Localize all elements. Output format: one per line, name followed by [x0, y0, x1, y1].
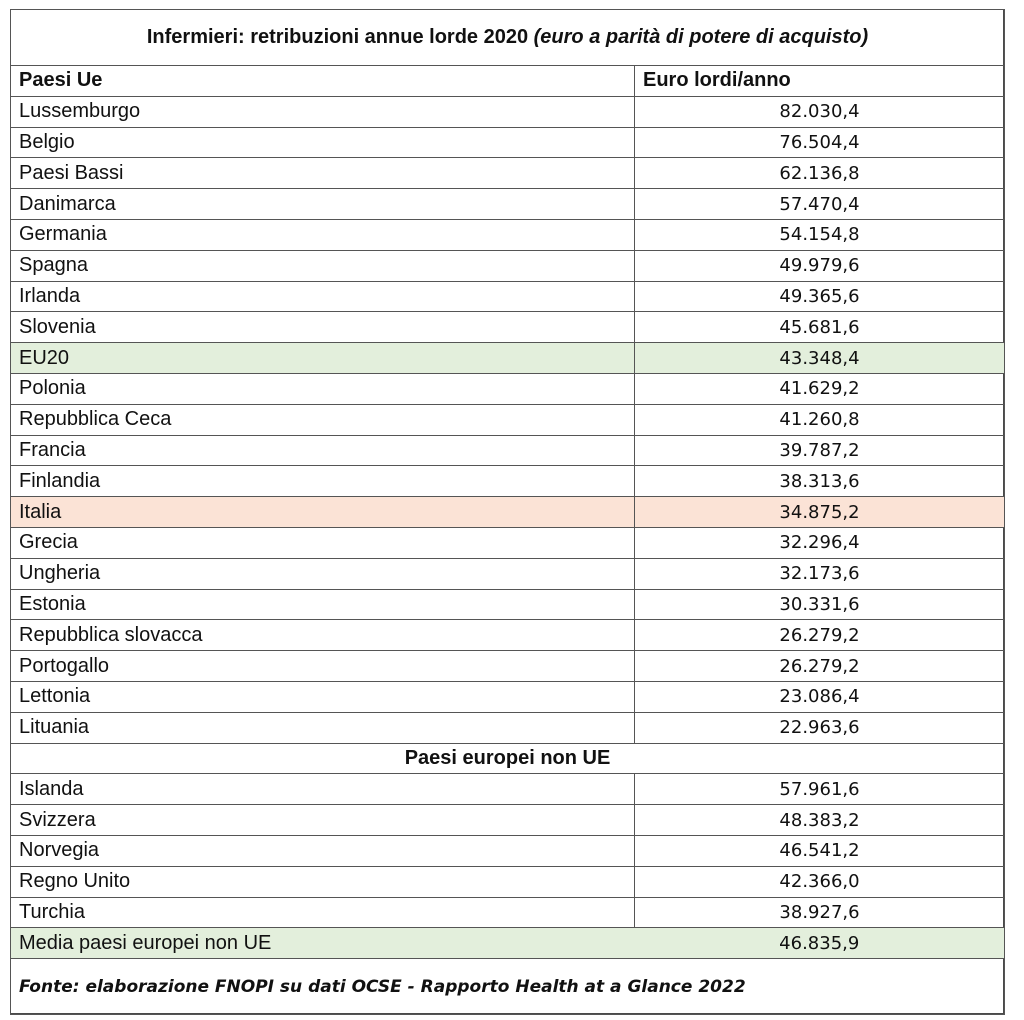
country-name: Paesi Bassi [11, 158, 635, 189]
salary-value: 39.787,2 [635, 435, 1005, 466]
table-row [11, 774, 1005, 805]
country-name: Repubblica slovacca [11, 620, 635, 651]
country-name: Turchia [11, 897, 635, 928]
salary-value: 57.961,6 [635, 774, 1005, 805]
table-title [11, 10, 1005, 66]
country-name: Danimarca [11, 189, 635, 220]
country-name: Svizzera [11, 805, 635, 836]
salary-value: 76.504,4 [635, 127, 1005, 158]
table-row [11, 835, 1005, 866]
salary-value: 49.365,6 [635, 281, 1005, 312]
table-row [11, 189, 1005, 220]
salary-value: 48.383,2 [635, 805, 1005, 836]
country-name: Regno Unito [11, 866, 635, 897]
table-row [11, 620, 1005, 651]
country-name: Repubblica Ceca [11, 404, 635, 435]
salary-value: 41.629,2 [635, 373, 1005, 404]
country-name: Belgio [11, 127, 635, 158]
salary-value: 49.979,6 [635, 250, 1005, 281]
country-name: Grecia [11, 527, 635, 558]
header-value: Euro lordi/anno [635, 66, 1005, 97]
title-main: Infermieri: retribuzioni annue lorde 2020 [146, 26, 529, 48]
salary-value: 62.136,8 [635, 158, 1005, 189]
country-name: Polonia [11, 373, 635, 404]
table-row [11, 497, 1005, 528]
salary-value: 45.681,6 [635, 312, 1005, 343]
country-name: Italia [11, 497, 635, 528]
salary-value: 41.260,8 [635, 404, 1005, 435]
country-name: Norvegia [11, 835, 635, 866]
table-row [11, 158, 1005, 189]
country-name: Portogallo [11, 651, 635, 682]
table-row [11, 96, 1005, 127]
salary-value: 43.348,4 [635, 343, 1005, 374]
section-row [11, 743, 1005, 774]
country-name: Ungheria [11, 558, 635, 589]
salary-value: 26.279,2 [635, 651, 1005, 682]
country-name: Slovenia [11, 312, 635, 343]
country-name: Estonia [11, 589, 635, 620]
country-name: Lussemburgo [11, 96, 635, 127]
table-row [11, 219, 1005, 250]
country-name: Lettonia [11, 681, 635, 712]
country-name: Irlanda [11, 281, 635, 312]
country-name: Francia [11, 435, 635, 466]
table-row [11, 312, 1005, 343]
salary-value: 46.541,2 [635, 835, 1005, 866]
country-name: Islanda [11, 774, 635, 805]
salary-value: 82.030,4 [635, 96, 1005, 127]
table-row [11, 527, 1005, 558]
salary-value: 57.470,4 [635, 189, 1005, 220]
table-row [11, 127, 1005, 158]
salary-value: 22.963,6 [635, 712, 1005, 743]
salary-value: 32.296,4 [635, 527, 1005, 558]
table-row [11, 651, 1005, 682]
source-row [11, 959, 1005, 1015]
title-row [11, 10, 1005, 66]
salary-value: 54.154,8 [635, 219, 1005, 250]
table-row [11, 805, 1005, 836]
country-name: Media paesi europei non UE [11, 928, 635, 959]
table-row [11, 404, 1005, 435]
table-row [11, 250, 1005, 281]
section-title: Paesi europei non UE [11, 743, 1005, 774]
table-row [11, 281, 1005, 312]
table-row [11, 866, 1005, 897]
table-row [11, 373, 1005, 404]
salary-value: 26.279,2 [635, 620, 1005, 651]
salary-value: 32.173,6 [635, 558, 1005, 589]
header-row [11, 66, 1005, 97]
country-name: Finlandia [11, 466, 635, 497]
salary-table [10, 9, 1005, 1015]
salary-value: 34.875,2 [635, 497, 1005, 528]
table-row [11, 681, 1005, 712]
salary-value: 30.331,6 [635, 589, 1005, 620]
salary-value: 38.927,6 [635, 897, 1005, 928]
header-country: Paesi Ue [11, 66, 635, 97]
country-name: EU20 [11, 343, 635, 374]
title-subtitle: (euro a parità di potere di acquisto) [533, 26, 869, 48]
table-row [11, 897, 1005, 928]
table-row [11, 712, 1005, 743]
table-row [11, 435, 1005, 466]
table-row [11, 466, 1005, 497]
country-name: Spagna [11, 250, 635, 281]
country-name: Lituania [11, 712, 635, 743]
salary-value: 42.366,0 [635, 866, 1005, 897]
country-name: Germania [11, 219, 635, 250]
table-row [11, 928, 1005, 959]
table-row [11, 343, 1005, 374]
salary-value: 38.313,6 [635, 466, 1005, 497]
salary-value: 23.086,4 [635, 681, 1005, 712]
table-row [11, 589, 1005, 620]
salary-value: 46.835,9 [635, 928, 1005, 959]
source-note: Fonte: elaborazione FNOPI su dati OCSE - Rapporto Health at a Glance 2022 [11, 959, 1005, 1015]
table-row [11, 558, 1005, 589]
